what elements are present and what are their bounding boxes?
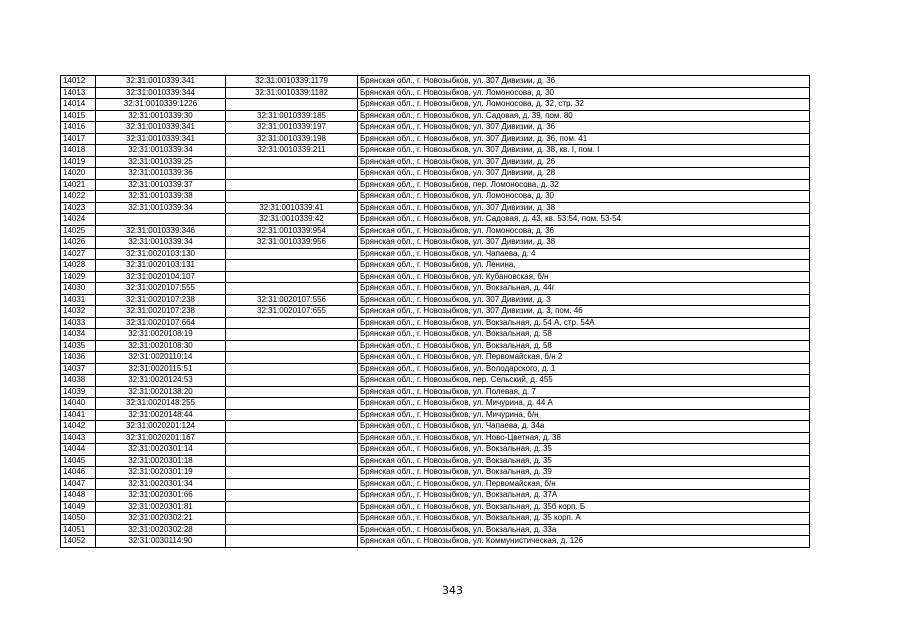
- table-row: [61, 283, 810, 295]
- related-cadastral-number-cell: 32:31:0010339:197: [226, 122, 358, 134]
- cadastral-number-cell: 32:31:0020148:255: [96, 398, 226, 410]
- related-cadastral-number-cell: 32:31:0010339:211: [226, 145, 358, 157]
- row-number-cell: 14018: [61, 145, 96, 157]
- row-number-cell: 14045: [61, 455, 96, 467]
- row-number-cell: 14013: [61, 87, 96, 99]
- cadastral-number-cell: 32:31:0010339:34: [96, 145, 226, 157]
- cadastral-number-cell: 32:31:0020107:238: [96, 294, 226, 306]
- table-row: [61, 248, 810, 260]
- address-cell: Брянская обл., г. Новозыбков, ул. Первомайская, б/н 2: [358, 352, 810, 364]
- row-number-cell: 14035: [61, 340, 96, 352]
- related-cadastral-number-cell: [226, 501, 358, 513]
- address-cell: Брянская обл., г. Новозыбков, ул. Вокзальная, д. 35: [358, 444, 810, 456]
- table-row: [61, 409, 810, 421]
- cadastral-number-cell: 32:31:0020107:555: [96, 283, 226, 295]
- table-row: [61, 317, 810, 329]
- table-row: [61, 536, 810, 548]
- row-number-cell: 14027: [61, 248, 96, 260]
- related-cadastral-number-cell: [226, 156, 358, 168]
- address-cell: Брянская обл., г. Новозыбков, ул. Вокзальная, д. 37А: [358, 490, 810, 502]
- row-number-cell: 14020: [61, 168, 96, 180]
- cadastral-number-cell: [96, 214, 226, 226]
- related-cadastral-number-cell: 32:31:0020107:655: [226, 306, 358, 318]
- related-cadastral-number-cell: 32:31:0010339:956: [226, 237, 358, 249]
- table-row: [61, 76, 810, 88]
- related-cadastral-number-cell: 32:31:0010339:954: [226, 225, 358, 237]
- cadastral-number-cell: 32:31:0030114:90: [96, 536, 226, 548]
- row-number-cell: 14049: [61, 501, 96, 513]
- related-cadastral-number-cell: [226, 536, 358, 548]
- address-cell: Брянская обл., г. Новозыбков, ул. 307 Дивизии, д. 26: [358, 156, 810, 168]
- row-number-cell: 14038: [61, 375, 96, 387]
- address-cell: Брянская обл., г. Новозыбков, ул. 307 Дивизии, д. 28: [358, 168, 810, 180]
- table-body: [61, 76, 810, 548]
- table-row: [61, 375, 810, 387]
- related-cadastral-number-cell: [226, 260, 358, 272]
- cadastral-number-cell: 32:31:0010339:1226: [96, 99, 226, 111]
- related-cadastral-number-cell: [226, 490, 358, 502]
- table-row: [61, 490, 810, 502]
- cadastral-number-cell: 32:31:0010339:346: [96, 225, 226, 237]
- address-cell: Брянская обл., г. Новозыбков, ул. Ново-Цветная, д. 38: [358, 432, 810, 444]
- address-cell: Брянская обл., г. Новозыбков, ул. Полевая, д. 7: [358, 386, 810, 398]
- related-cadastral-number-cell: [226, 421, 358, 433]
- related-cadastral-number-cell: [226, 513, 358, 525]
- row-number-cell: 14037: [61, 363, 96, 375]
- table-row: [61, 225, 810, 237]
- row-number-cell: 14024: [61, 214, 96, 226]
- table-row: [61, 421, 810, 433]
- related-cadastral-number-cell: [226, 317, 358, 329]
- table-row: [61, 99, 810, 111]
- related-cadastral-number-cell: [226, 398, 358, 410]
- address-cell: Брянская обл., г. Новозыбков, ул. Вокзальная, д. 35б корп. Б: [358, 501, 810, 513]
- address-cell: Брянская обл., г. Новозыбков, пер. Сельский, д. 455: [358, 375, 810, 387]
- address-cell: Брянская обл., г. Новозыбков, ул. Вокзальная, д. 44г: [358, 283, 810, 295]
- table-row: [61, 237, 810, 249]
- row-number-cell: 14046: [61, 467, 96, 479]
- table-row: [61, 202, 810, 214]
- address-cell: Брянская обл., г. Новозыбков, ул. 307 Дивизии, д. 36: [358, 76, 810, 88]
- cadastral-number-cell: 32:31:0020115:51: [96, 363, 226, 375]
- address-cell: Брянская обл., г. Новозыбков, ул. Ломоносова, д. 30: [358, 191, 810, 203]
- address-cell: Брянская обл., г. Новозыбков, ул. Вокзальная, д. 39: [358, 467, 810, 479]
- row-number-cell: 14019: [61, 156, 96, 168]
- row-number-cell: 14044: [61, 444, 96, 456]
- cadastral-number-cell: 32:31:0020301:66: [96, 490, 226, 502]
- table-row: [61, 386, 810, 398]
- table-row: [61, 168, 810, 180]
- row-number-cell: 14033: [61, 317, 96, 329]
- row-number-cell: 14012: [61, 76, 96, 88]
- address-cell: Брянская обл., г. Новозыбков, ул. Коммунистическая, д. 126: [358, 536, 810, 548]
- row-number-cell: 14052: [61, 536, 96, 548]
- row-number-cell: 14015: [61, 110, 96, 122]
- table-row: [61, 513, 810, 525]
- row-number-cell: 14039: [61, 386, 96, 398]
- registry-table: [60, 75, 810, 548]
- row-number-cell: 14025: [61, 225, 96, 237]
- related-cadastral-number-cell: [226, 179, 358, 191]
- table-row: [61, 156, 810, 168]
- address-cell: Брянская обл., г. Новозыбков, ул. Вокзальная, д. 58: [358, 329, 810, 341]
- cadastral-number-cell: 32:31:0020103:130: [96, 248, 226, 260]
- table-row: [61, 306, 810, 318]
- address-cell: Брянская обл., г. Новозыбков, ул. Вокзальная, д. 54 А, стр. 54А: [358, 317, 810, 329]
- row-number-cell: 14051: [61, 524, 96, 536]
- related-cadastral-number-cell: 32:31:0010339:185: [226, 110, 358, 122]
- cadastral-number-cell: 32:31:0010339:341: [96, 133, 226, 145]
- row-number-cell: 14047: [61, 478, 96, 490]
- related-cadastral-number-cell: [226, 168, 358, 180]
- related-cadastral-number-cell: [226, 467, 358, 479]
- address-cell: Брянская обл., г. Новозыбков, ул. Вокзальная, д. 33а: [358, 524, 810, 536]
- cadastral-number-cell: 32:31:0020103:131: [96, 260, 226, 272]
- table-row: [61, 524, 810, 536]
- row-number-cell: 14026: [61, 237, 96, 249]
- address-cell: Брянская обл., г. Новозыбков, ул. 307 Дивизии, д. 36, пом. 41: [358, 133, 810, 145]
- row-number-cell: 14032: [61, 306, 96, 318]
- table-row: [61, 398, 810, 410]
- address-cell: Брянская обл., г. Новозыбков, ул. Садовая, д. 43, кв. 53:54, пом. 53-54: [358, 214, 810, 226]
- related-cadastral-number-cell: [226, 271, 358, 283]
- row-number-cell: 14043: [61, 432, 96, 444]
- table-row: [61, 191, 810, 203]
- related-cadastral-number-cell: [226, 409, 358, 421]
- cadastral-number-cell: 32:31:0020107:238: [96, 306, 226, 318]
- cadastral-number-cell: 32:31:0020301:34: [96, 478, 226, 490]
- cadastral-number-cell: 32:31:0010339:344: [96, 87, 226, 99]
- related-cadastral-number-cell: 32:31:0010339:41: [226, 202, 358, 214]
- row-number-cell: 14029: [61, 271, 96, 283]
- cadastral-number-cell: 32:31:0010339:34: [96, 202, 226, 214]
- table-row: [61, 432, 810, 444]
- cadastral-number-cell: 32:31:0010339:34: [96, 237, 226, 249]
- related-cadastral-number-cell: [226, 375, 358, 387]
- cadastral-number-cell: 32:31:0010339:341: [96, 122, 226, 134]
- row-number-cell: 14030: [61, 283, 96, 295]
- address-cell: Брянская обл., г. Новозыбков, ул. Садовая, д. 39, пом. 80: [358, 110, 810, 122]
- related-cadastral-number-cell: [226, 340, 358, 352]
- address-cell: Брянская обл., г. Новозыбков, ул. 307 Дивизии, д. 38: [358, 202, 810, 214]
- address-cell: Брянская обл., г. Новозыбков, пер. Ломоносова, д. 32: [358, 179, 810, 191]
- related-cadastral-number-cell: 32:31:0010339:198: [226, 133, 358, 145]
- related-cadastral-number-cell: [226, 386, 358, 398]
- table-row: [61, 329, 810, 341]
- cadastral-number-cell: 32:31:0010339:341: [96, 76, 226, 88]
- table-row: [61, 501, 810, 513]
- address-cell: Брянская обл., г. Новозыбков, ул. 307 Дивизии, д. 38: [358, 237, 810, 249]
- table-row: [61, 179, 810, 191]
- address-cell: Брянская обл., г. Новозыбков, ул. Мичурина, б/н: [358, 409, 810, 421]
- cadastral-number-cell: 32:31:0010339:38: [96, 191, 226, 203]
- row-number-cell: 14017: [61, 133, 96, 145]
- cadastral-number-cell: 32:31:0010339:30: [96, 110, 226, 122]
- cadastral-number-cell: 32:31:0020301:18: [96, 455, 226, 467]
- related-cadastral-number-cell: [226, 524, 358, 536]
- row-number-cell: 14048: [61, 490, 96, 502]
- table-row: [61, 87, 810, 99]
- table-row: [61, 260, 810, 272]
- table-row: [61, 133, 810, 145]
- table-row: [61, 271, 810, 283]
- cadastral-number-cell: 32:31:0020138:20: [96, 386, 226, 398]
- cadastral-number-cell: 32:31:0010339:25: [96, 156, 226, 168]
- related-cadastral-number-cell: [226, 329, 358, 341]
- cadastral-number-cell: 32:31:0020301:81: [96, 501, 226, 513]
- address-cell: Брянская обл., г. Новозыбков, ул. 307 Дивизии, д. 3, пом. 46: [358, 306, 810, 318]
- table-row: [61, 145, 810, 157]
- cadastral-number-cell: 32:31:0010339:36: [96, 168, 226, 180]
- table-row: [61, 340, 810, 352]
- page-number: 343: [442, 584, 463, 597]
- related-cadastral-number-cell: [226, 478, 358, 490]
- table-row: [61, 363, 810, 375]
- cadastral-number-cell: 32:31:0020110:14: [96, 352, 226, 364]
- address-cell: Брянская обл., г. Новозыбков, ул. Вокзальная, д. 35 корп. А: [358, 513, 810, 525]
- address-cell: Брянская обл., г. Новозыбков, ул. 307 Дивизии, д. 3: [358, 294, 810, 306]
- row-number-cell: 14036: [61, 352, 96, 364]
- cadastral-number-cell: 32:31:0020201:124: [96, 421, 226, 433]
- address-cell: Брянская обл., г. Новозыбков, ул. Вокзальная, д. 58: [358, 340, 810, 352]
- cadastral-number-cell: 32:31:0020108:30: [96, 340, 226, 352]
- cadastral-number-cell: 32:31:0020301:19: [96, 467, 226, 479]
- related-cadastral-number-cell: [226, 444, 358, 456]
- address-cell: Брянская обл., г. Новозыбков, ул. Первомайская, б/н: [358, 478, 810, 490]
- row-number-cell: 14040: [61, 398, 96, 410]
- address-cell: Брянская обл., г. Новозыбков, ул. Вокзальная, д. 35: [358, 455, 810, 467]
- table-row: [61, 214, 810, 226]
- cadastral-number-cell: 32:31:0020148:44: [96, 409, 226, 421]
- row-number-cell: 14050: [61, 513, 96, 525]
- cadastral-number-cell: 32:31:0020302:21: [96, 513, 226, 525]
- address-cell: Брянская обл., г. Новозыбков, ул. Ломоносова, д. 30: [358, 87, 810, 99]
- related-cadastral-number-cell: [226, 191, 358, 203]
- address-cell: Брянская обл., г. Новозыбков, ул. Кубановская, б/н: [358, 271, 810, 283]
- address-cell: Брянская обл., г. Новозыбков, ул. Чапаева, д. 4: [358, 248, 810, 260]
- cadastral-number-cell: 32:31:0010339:37: [96, 179, 226, 191]
- cadastral-number-cell: 32:31:0020124:53: [96, 375, 226, 387]
- address-cell: Брянская обл., г. Новозыбков, ул. Володарского, д. 1: [358, 363, 810, 375]
- related-cadastral-number-cell: [226, 363, 358, 375]
- row-number-cell: 14023: [61, 202, 96, 214]
- related-cadastral-number-cell: [226, 455, 358, 467]
- related-cadastral-number-cell: 32:31:0010339:1182: [226, 87, 358, 99]
- address-cell: Брянская обл., г. Новозыбков, ул. 307 Дивизии, д. 38, кв. I, пом. I: [358, 145, 810, 157]
- related-cadastral-number-cell: 32:31:0020107:556: [226, 294, 358, 306]
- table-row: [61, 478, 810, 490]
- address-cell: Брянская обл., г. Новозыбков, ул. Ломоносова, д. 36: [358, 225, 810, 237]
- row-number-cell: 14042: [61, 421, 96, 433]
- cadastral-number-cell: 32:31:0020302:28: [96, 524, 226, 536]
- row-number-cell: 14016: [61, 122, 96, 134]
- table-row: [61, 110, 810, 122]
- address-cell: Брянская обл., г. Новозыбков, ул. Мичурина, д. 44 А: [358, 398, 810, 410]
- related-cadastral-number-cell: 32:31:0010339:42: [226, 214, 358, 226]
- cadastral-number-cell: 32:31:0020201:167: [96, 432, 226, 444]
- related-cadastral-number-cell: [226, 99, 358, 111]
- row-number-cell: 14028: [61, 260, 96, 272]
- address-cell: Брянская обл., г. Новозыбков, ул. Ломоносова, д. 32, стр. 32: [358, 99, 810, 111]
- related-cadastral-number-cell: [226, 248, 358, 260]
- cadastral-number-cell: 32:31:0020107:664: [96, 317, 226, 329]
- row-number-cell: 14031: [61, 294, 96, 306]
- address-cell: Брянская обл., г. Новозыбков, ул. Ленина,: [358, 260, 810, 272]
- address-cell: Брянская обл., г. Новозыбков, ул. 307 Дивизии, д. 36: [358, 122, 810, 134]
- table-row: [61, 455, 810, 467]
- cadastral-number-cell: 32:31:0020108:19: [96, 329, 226, 341]
- row-number-cell: 14041: [61, 409, 96, 421]
- row-number-cell: 14022: [61, 191, 96, 203]
- cadastral-number-cell: 32:31:0020104:107: [96, 271, 226, 283]
- related-cadastral-number-cell: [226, 283, 358, 295]
- row-number-cell: 14014: [61, 99, 96, 111]
- related-cadastral-number-cell: [226, 432, 358, 444]
- address-cell: Брянская обл., г. Новозыбков, ул. Чапаева, д. 34а: [358, 421, 810, 433]
- cadastral-number-cell: 32:31:0020301:14: [96, 444, 226, 456]
- related-cadastral-number-cell: 32:31:0010339:1179: [226, 76, 358, 88]
- row-number-cell: 14034: [61, 329, 96, 341]
- related-cadastral-number-cell: [226, 352, 358, 364]
- table-row: [61, 122, 810, 134]
- table-row: [61, 467, 810, 479]
- table-row: [61, 444, 810, 456]
- row-number-cell: 14021: [61, 179, 96, 191]
- table-row: [61, 294, 810, 306]
- table-row: [61, 352, 810, 364]
